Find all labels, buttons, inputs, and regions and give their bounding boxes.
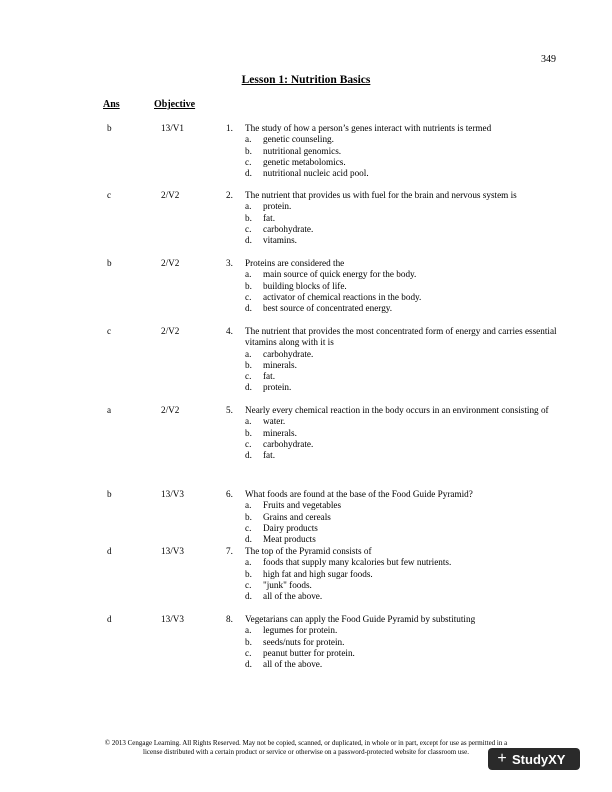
option-text: all of the above. <box>263 659 323 670</box>
option-letter: d. <box>245 450 252 461</box>
option-text: vitamins. <box>263 235 297 246</box>
option-text: building blocks of life. <box>263 280 347 291</box>
option <box>245 303 565 314</box>
option-letter: c. <box>245 579 252 590</box>
copyright-line-1: © 2013 Cengage Learning. All Rights Reserved. May not be copied, scanned, or duplicated, in whole or in part, except for use as permitted in a <box>104 739 508 747</box>
option <box>245 625 565 636</box>
option-letter: d. <box>245 659 252 670</box>
question-number: 8. <box>226 614 233 624</box>
option-letter: b. <box>245 359 252 370</box>
page-title: Lesson 1: Nutrition Basics <box>241 74 371 86</box>
answer-key: d <box>107 546 112 556</box>
answer-key: b <box>107 123 112 133</box>
option-text: foods that supply many kcalories but few nutrients. <box>263 557 452 568</box>
question-stem: The top of the Pyramid consists of <box>245 546 372 556</box>
option <box>245 591 565 602</box>
header-ans: Ans <box>103 99 120 110</box>
option-letter: d. <box>245 534 252 545</box>
objective-code: 13/V3 <box>161 489 184 499</box>
question-number: 5. <box>226 405 233 415</box>
option <box>245 637 565 648</box>
question-number: 6. <box>226 489 233 499</box>
option-letter: d. <box>245 591 252 602</box>
option <box>245 523 565 534</box>
option-letter: b. <box>245 568 252 579</box>
option <box>245 580 565 591</box>
badge-label: StudyXY <box>512 751 566 767</box>
option-letter: a. <box>245 557 252 568</box>
question-stem: The nutrient that provides us with fuel for the brain and nervous system is <box>245 190 517 200</box>
objective-code: 13/V3 <box>161 614 184 624</box>
option-text: nutritional genomics. <box>263 145 342 156</box>
option <box>245 439 565 450</box>
option-letter: a. <box>245 416 252 427</box>
page-number: 349 <box>541 54 556 65</box>
option-letter: c. <box>245 522 252 533</box>
option <box>245 500 565 511</box>
option <box>245 534 565 545</box>
option-letter: b. <box>245 280 252 291</box>
option <box>245 360 565 371</box>
option-text: Fruits and vegetables <box>263 500 342 511</box>
option-text: "junk" foods. <box>263 579 312 590</box>
answer-key: b <box>107 489 112 499</box>
question-number: 2. <box>226 190 233 200</box>
option-text: fat. <box>263 212 275 223</box>
option-text: carbohydrate. <box>263 438 314 449</box>
option-text: fat. <box>263 450 275 461</box>
option <box>245 428 565 439</box>
question-number: 4. <box>226 326 233 336</box>
option-text: seeds/nuts for protein. <box>263 636 345 647</box>
plus-icon: + <box>497 750 507 767</box>
answer-key: c <box>107 190 112 200</box>
option-text: best source of concentrated energy. <box>263 303 393 314</box>
option-letter: d. <box>245 303 252 314</box>
option-text: activator of chemical reactions in the body. <box>263 291 422 302</box>
option-letter: a. <box>245 201 252 212</box>
question-number: 1. <box>226 123 233 133</box>
option-text: main source of quick energy for the body. <box>263 269 417 280</box>
option-letter: a. <box>245 500 252 511</box>
option-text: protein. <box>263 201 292 212</box>
answer-key: d <box>107 614 112 624</box>
answer-key: c <box>107 326 112 336</box>
objective-code: 2/V2 <box>161 258 180 268</box>
option-text: peanut butter for protein. <box>263 647 355 658</box>
option-text: carbohydrate. <box>263 348 314 359</box>
option <box>245 269 565 280</box>
option-text: high fat and high sugar foods. <box>263 568 373 579</box>
option-letter: b. <box>245 145 252 156</box>
copyright-line-2: license distributed with a certain product or service or otherwise on a password-protected website for classroom use. <box>143 747 469 756</box>
option-text: Meat products <box>263 534 316 545</box>
question-stem: Vegetarians can apply the Food Guide Pyramid by substituting <box>245 614 476 624</box>
option-letter: c. <box>245 291 252 302</box>
option-text: minerals. <box>263 427 297 438</box>
question-number: 3. <box>226 258 233 268</box>
option-letter: c. <box>245 371 252 382</box>
option-letter: d. <box>245 168 252 179</box>
question-stem: Nearly every chemical reaction in the body occurs in an environment consisting of <box>245 405 549 415</box>
question-stem: What foods are found at the base of the Food Guide Pyramid? <box>245 489 473 499</box>
option-text: water. <box>263 416 286 427</box>
option-text: all of the above. <box>263 591 323 602</box>
option-text: protein. <box>263 382 292 393</box>
objective-code: 13/V3 <box>161 546 184 556</box>
option-text: genetic metabolomics. <box>263 156 346 167</box>
option-letter: a. <box>245 625 252 636</box>
option <box>245 224 565 235</box>
option <box>245 557 565 568</box>
option-text: genetic counseling. <box>263 134 334 145</box>
option-letter: c. <box>245 647 252 658</box>
option-letter: b. <box>245 511 252 522</box>
option <box>245 281 565 292</box>
header-objective: Objective <box>154 99 196 110</box>
option <box>245 512 565 523</box>
option-letter: a. <box>245 134 252 145</box>
option-letter: b. <box>245 427 252 438</box>
option <box>245 157 565 168</box>
option <box>245 450 565 461</box>
option <box>245 235 565 246</box>
option-letter: b. <box>245 636 252 647</box>
option-text: fat. <box>263 371 275 382</box>
question-number: 7. <box>226 546 233 556</box>
question-stem: Proteins are considered the <box>245 258 345 268</box>
option <box>245 201 565 212</box>
option <box>245 382 565 393</box>
objective-code: 13/V1 <box>161 123 184 133</box>
studyxy-badge[interactable] <box>488 748 580 770</box>
option-text: Dairy products <box>263 522 318 533</box>
option-letter: c. <box>245 438 252 449</box>
option-letter: c. <box>245 156 252 167</box>
option-text: carbohydrate. <box>263 223 314 234</box>
objective-code: 2/V2 <box>161 190 180 200</box>
option <box>245 416 565 427</box>
option <box>245 371 565 382</box>
option <box>245 146 565 157</box>
option-letter: d. <box>245 235 252 246</box>
option-letter: c. <box>245 223 252 234</box>
option <box>245 213 565 224</box>
option-letter: a. <box>245 348 252 359</box>
option-text: nutritional nucleic acid pool. <box>263 168 369 179</box>
objective-code: 2/V2 <box>161 326 180 336</box>
option-letter: d. <box>245 382 252 393</box>
option-text: Grains and cereals <box>263 511 331 522</box>
option <box>245 659 565 670</box>
question-stem: The nutrient that provides the most concentrated form of energy and carries essential vitamins along with it is <box>245 326 557 348</box>
option-letter: b. <box>245 212 252 223</box>
objective-code: 2/V2 <box>161 405 180 415</box>
option-text: legumes for protein. <box>263 625 338 636</box>
answer-key: a <box>107 405 112 415</box>
option-text: minerals. <box>263 359 297 370</box>
question-stem: The study of how a person’s genes interact with nutrients is termed <box>245 123 492 133</box>
option <box>245 168 565 179</box>
option <box>245 292 565 303</box>
option-letter: a. <box>245 269 252 280</box>
option <box>245 134 565 145</box>
option <box>245 349 565 360</box>
option <box>245 569 565 580</box>
answer-key: b <box>107 258 112 268</box>
option <box>245 648 565 659</box>
